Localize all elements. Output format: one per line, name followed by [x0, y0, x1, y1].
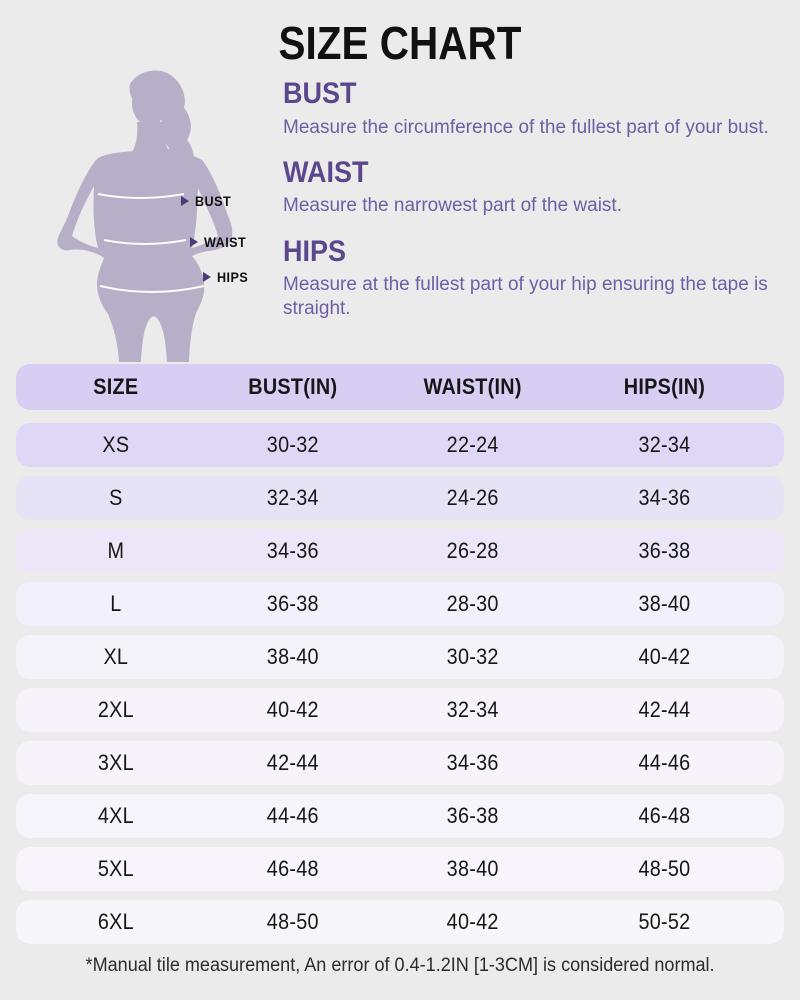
size-cell: 4XL [97, 803, 134, 828]
woman-silhouette [40, 70, 280, 362]
hips-cell: 34-36 [638, 485, 691, 510]
hips-cell: 32-34 [638, 432, 691, 457]
waist-cell: 36-38 [446, 803, 499, 828]
size-cell: 2XL [97, 697, 134, 722]
figure-label-text: BUST [195, 193, 232, 209]
column-header-bust: BUST(IN) [247, 374, 337, 399]
figure-label-bust [181, 193, 235, 209]
hips-cell: 42-44 [638, 697, 691, 722]
bust-cell: 36-38 [266, 591, 319, 616]
figure-label-text: WAIST [204, 234, 247, 250]
waist-cell: 34-36 [446, 750, 499, 775]
figure-label-hips [203, 269, 252, 285]
arrow-right-icon [181, 196, 189, 206]
table-row [16, 529, 784, 573]
figure-label-text: HIPS [217, 269, 249, 285]
arrow-right-icon [190, 237, 198, 247]
table-row [16, 476, 784, 520]
size-cell: M [107, 538, 125, 563]
arrow-right-icon [203, 272, 211, 282]
table-row [16, 741, 784, 785]
table-row [16, 635, 784, 679]
section-waist [283, 157, 769, 219]
bust-cell: 48-50 [266, 909, 319, 934]
waist-cell: 24-26 [446, 485, 499, 510]
page-title: SIZE CHART [278, 17, 522, 69]
table-header [16, 364, 784, 410]
bust-cell: 32-34 [266, 485, 319, 510]
table-row [16, 423, 784, 467]
hips-cell: 36-38 [638, 538, 691, 563]
size-cell: 3XL [97, 750, 134, 775]
table-row [16, 847, 784, 891]
waist-cell: 30-32 [446, 644, 499, 669]
section-heading: WAIST [283, 155, 369, 189]
bust-cell: 46-48 [266, 856, 319, 881]
measurement-figure [40, 70, 280, 362]
waist-cell: 40-42 [446, 909, 499, 934]
body-shape [57, 151, 232, 362]
bust-cell: 44-46 [266, 803, 319, 828]
waist-cell: 22-24 [446, 432, 499, 457]
measurement-instructions [283, 78, 769, 322]
section-description: Measure the narrowest part of the waist. [283, 195, 622, 217]
figure-label-waist [190, 234, 251, 250]
waist-cell: 38-40 [446, 856, 499, 881]
size-cell: S [109, 485, 123, 510]
section-bust [283, 78, 769, 140]
size-cell: L [110, 591, 122, 616]
bust-cell: 42-44 [266, 750, 319, 775]
column-header-hips: HIPS(IN) [623, 374, 705, 399]
hips-cell: 40-42 [638, 644, 691, 669]
section-description: Measure the circumference of the fullest part of your bust. [283, 116, 769, 138]
column-header-size: SIZE [93, 374, 139, 399]
hips-cell: 48-50 [638, 856, 691, 881]
bust-cell: 30-32 [266, 432, 319, 457]
size-cell: 5XL [97, 856, 134, 881]
column-header-waist: WAIST(IN) [423, 374, 523, 399]
bust-cell: 40-42 [266, 697, 319, 722]
size-cell: XS [102, 432, 130, 457]
hips-cell: 46-48 [638, 803, 691, 828]
section-description: Measure at the fullest part of your hip ensuring the tape is straight. [283, 274, 768, 320]
section-hips [283, 236, 769, 322]
size-cell: XL [103, 644, 129, 669]
section-heading: BUST [283, 77, 357, 110]
table-row [16, 794, 784, 838]
hips-cell: 50-52 [638, 909, 691, 934]
section-heading: HIPS [283, 234, 347, 268]
size-table [16, 364, 784, 944]
waist-cell: 32-34 [446, 697, 499, 722]
footnote: *Manual tile measurement, An error of 0.4-1.2IN [1-3CM] is considered normal. [85, 955, 715, 976]
waist-cell: 28-30 [446, 591, 499, 616]
bust-cell: 34-36 [266, 538, 319, 563]
hips-cell: 38-40 [638, 591, 691, 616]
top-section [0, 0, 800, 364]
table-row [16, 688, 784, 732]
bust-cell: 38-40 [266, 644, 319, 669]
table-row [16, 900, 784, 944]
size-cell: 6XL [97, 909, 134, 934]
table-row [16, 582, 784, 626]
hips-cell: 44-46 [638, 750, 691, 775]
waist-cell: 26-28 [446, 538, 499, 563]
